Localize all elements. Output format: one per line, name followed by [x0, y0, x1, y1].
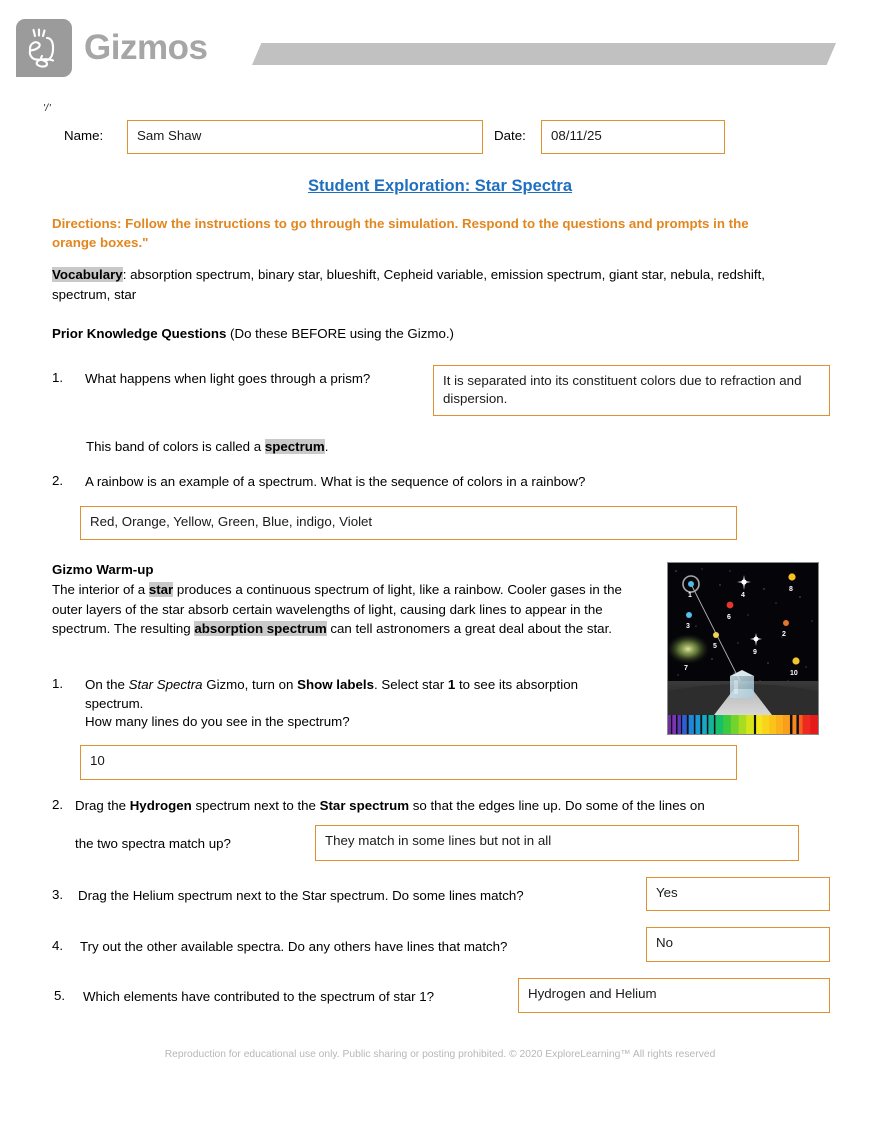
spectrum-band-21	[754, 715, 757, 734]
star-field-illustration	[668, 563, 818, 734]
star-7-label: 7	[684, 665, 688, 672]
q2-number: 2.	[52, 797, 64, 812]
spectrum-band-14	[708, 715, 714, 734]
absorption-spectrum-bar[interactable]	[668, 715, 818, 734]
q2-text-c: so that the edges line up. Do some of the lines on	[409, 798, 705, 813]
spectrum-band-31	[803, 715, 811, 734]
spectrum-band-17	[723, 715, 731, 734]
q1-number: 1.	[52, 676, 64, 691]
spectrum-band-6	[682, 715, 687, 734]
gizmo-warmup-heading: Gizmo Warm-up	[52, 562, 154, 577]
star-9-label: 9	[753, 649, 757, 656]
pk-q1-text: What happens when light goes through a prism?	[85, 371, 371, 386]
spectrum-band-0	[668, 715, 671, 734]
star-3-label: 3	[686, 623, 690, 630]
date-label: Date:	[494, 128, 526, 143]
star-6[interactable]	[727, 602, 734, 609]
star-8[interactable]	[788, 573, 795, 580]
page-header	[0, 0, 880, 100]
q5-number: 5.	[54, 988, 66, 1003]
q5-text: Which elements have contributed to the spectrum of star 1?	[83, 989, 435, 1004]
nebula-object	[668, 634, 709, 664]
brand-name: Gizmos	[84, 28, 208, 67]
q1-text	[85, 676, 605, 713]
q2-text-a: Drag the	[75, 798, 130, 813]
spectrum-definition-post: .	[324, 439, 329, 454]
spectrum-band-12	[702, 715, 707, 734]
q3-number: 3.	[52, 887, 64, 902]
spectrum-band-23	[762, 715, 769, 734]
q4-answer-field[interactable]: No	[646, 927, 830, 962]
q5-answer-field[interactable]: Hydrogen and Helium	[518, 978, 830, 1013]
header-accent-bar	[252, 43, 836, 65]
spectrum-band-10	[695, 715, 700, 734]
vocabulary-line	[52, 265, 812, 304]
q1-text-line2: How many lines do you see in the spectrum?	[85, 714, 350, 729]
q3-text: Drag the Helium spectrum next to the Star spectrum. Do some lines match?	[78, 888, 524, 903]
spectrum-band-19	[739, 715, 747, 734]
spectrum-band-27	[790, 715, 793, 734]
star-8-label: 8	[789, 586, 793, 593]
star-10[interactable]	[792, 657, 799, 664]
pk-q1-number: 1.	[52, 370, 64, 385]
star-5-label: 5	[713, 643, 717, 650]
prior-knowledge-heading-rest: (Do these BEFORE using the Gizmo.)	[226, 326, 454, 341]
star-2-label: 2	[782, 631, 786, 638]
gizmos-logo-badge	[16, 19, 72, 77]
star-1[interactable]	[688, 581, 694, 587]
page-title[interactable]: Student Exploration: Star Spectra	[307, 177, 573, 195]
q2-answer-field[interactable]: They match in some lines but not in all	[315, 825, 799, 861]
star-3[interactable]	[686, 612, 692, 618]
spectrum-definition-pre: This band of colors is called a	[86, 439, 265, 454]
star-2[interactable]	[783, 620, 789, 626]
spectrum-band-29	[796, 715, 799, 734]
q1-text-a: On the	[85, 677, 129, 692]
absorption-spectrum-term: absorption spectrum	[194, 621, 327, 637]
q1-gizmo-name: Star Spectra	[128, 677, 203, 692]
q1-star-number: 1	[447, 677, 456, 692]
spectrum-band-30	[799, 715, 803, 734]
pk-q2-answer-field[interactable]: Red, Orange, Yellow, Green, Blue, indigo, Violet	[80, 506, 737, 540]
scan-artifact-mark: '/'	[43, 103, 52, 114]
q2-text-b: spectrum next to the	[191, 798, 320, 813]
q1-text-d: to see its absorption spectrum.	[85, 677, 578, 711]
star-6-label: 6	[727, 614, 731, 621]
star-10-label: 10	[790, 670, 798, 677]
spectrum-band-18	[731, 715, 739, 734]
spectrum-band-4	[678, 715, 682, 734]
prior-knowledge-heading	[52, 326, 454, 341]
q2-text-line2: the two spectra match up?	[75, 836, 231, 851]
q1-answer-field[interactable]: 10	[80, 745, 737, 780]
vocabulary-label: Vocabulary	[52, 267, 123, 282]
spectrum-band-8	[689, 715, 695, 734]
name-label: Name:	[64, 128, 104, 143]
pk-q2-text: A rainbow is an example of a spectrum. What is the sequence of colors in a rainbow?	[85, 474, 586, 489]
spectrum-band-28	[792, 715, 796, 734]
q4-text: Try out the other available spectra. Do any others have lines that match?	[80, 939, 508, 954]
pk-q2-number: 2.	[52, 473, 64, 488]
warmup-part-b: produces a continuous spectrum of light, like a rainbow. Cooler gases in the outer layers of the star absorb certain wavelengths of light, causing dark lines to appear in the spectrum. The resulting	[52, 582, 622, 637]
el-script-logo-icon	[16, 19, 72, 77]
q1-show-labels-control: Show labels	[297, 677, 374, 692]
spectrum-band-22	[756, 715, 763, 734]
q3-answer-field[interactable]: Yes	[646, 877, 830, 911]
directions-text: Directions: Follow the instructions to go through the simulation. Respond to the questions and prompts in the orange boxes."	[52, 216, 749, 250]
prior-knowledge-heading-bold: Prior Knowledge Questions	[52, 326, 227, 341]
star-term: star	[148, 582, 174, 597]
q4-number: 4.	[52, 938, 64, 953]
prism[interactable]	[730, 670, 754, 698]
vocabulary-terms: : absorption spectrum, binary star, blueshift, Cepheid variable, emission spectrum, giant star, nebula, redshift, spectrum, star	[52, 267, 765, 302]
q1-text-b: Gizmo, turn on	[202, 677, 298, 692]
spectrum-band-16	[715, 715, 723, 734]
date-field[interactable]: 08/11/25	[541, 120, 725, 154]
name-field[interactable]: Sam Shaw	[127, 120, 483, 154]
q2-text	[75, 797, 865, 816]
star-spectra-gizmo-image	[667, 562, 819, 735]
star-4-label: 4	[741, 592, 745, 599]
pk-q1-answer-field[interactable]: It is separated into its constituent colors due to refraction and dispersion.	[433, 365, 830, 416]
warmup-part-c: can tell astronomers a great deal about the star.	[326, 621, 612, 637]
warmup-part-a: The interior of a	[52, 582, 149, 597]
spectrum-band-26	[783, 715, 790, 734]
q1-text-c: . Select star	[373, 677, 448, 692]
gizmo-warmup-paragraph	[52, 580, 652, 639]
spectrum-definition-line	[86, 439, 328, 454]
spectrum-band-25	[776, 715, 783, 734]
star-5[interactable]	[713, 632, 719, 638]
q2-star-spectrum-term: Star spectrum	[319, 798, 410, 813]
footer-copyright: Reproduction for educational use only. Public sharing or posting prohibited. © 2020 ExploreLearning™ All rights reserved	[164, 1049, 716, 1060]
spectrum-band-32	[810, 715, 818, 734]
spectrum-band-2	[672, 715, 676, 734]
spectrum-band-20	[746, 715, 754, 734]
spectrum-term: spectrum	[264, 439, 325, 454]
star-1-label: 1	[688, 592, 692, 599]
q2-hydrogen-term: Hydrogen	[129, 798, 192, 813]
spectrum-band-24	[769, 715, 776, 734]
